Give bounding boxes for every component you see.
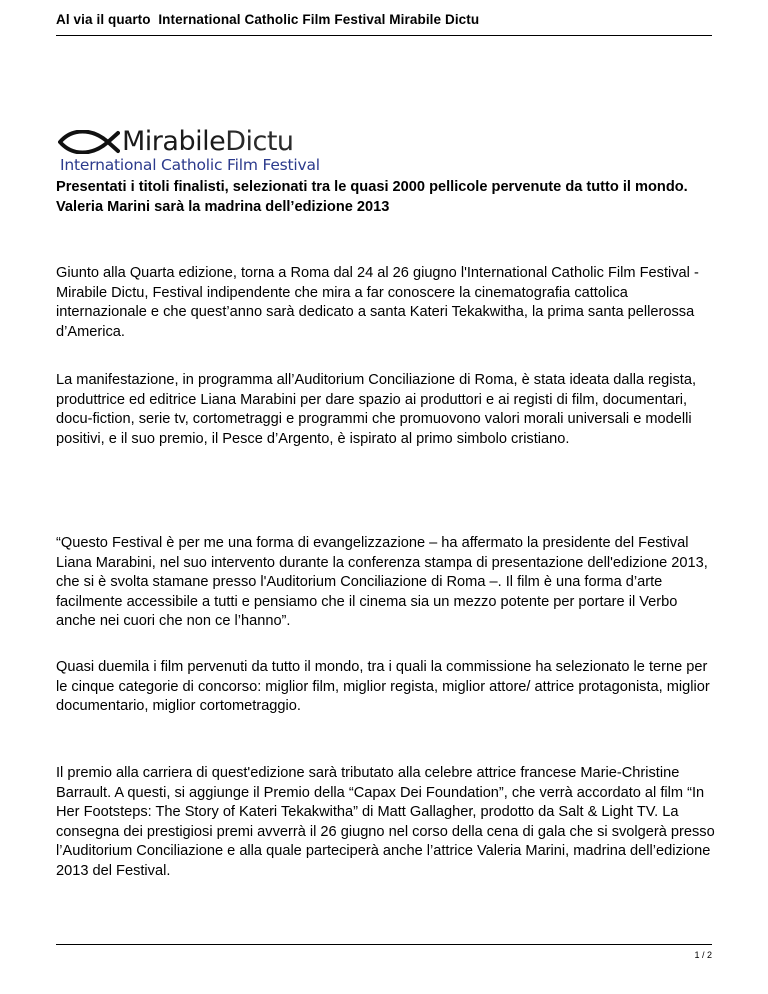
header-divider [56, 35, 712, 36]
article-paragraph: Giunto alla Quarta edizione, torna a Roma dal 24 al 26 giugno l'International Catholic Film Festival - Mirabile Dictu, Festival indipendente che mira a far conoscere la cinematografia cattolica internazionale e che quest’anno sarà dedicato a santa Kateri Tekakwitha, la prima santa pellerossa d’America. [56, 265, 699, 340]
festival-logo [58, 126, 320, 174]
fish-icon [58, 130, 120, 154]
article-paragraph: La manifestazione, in programma all’Auditorium Conciliazione di Roma, è stata ideata dalla regista, produttrice ed editrice Liana Marabini per dare spazio ai produttori e ai registi di film, documentari, docu-fiction, serie tv, cortometraggi e programmi che promuovono valori morali universali e modelli positivi, e il suo premio, il Pesce d’Argento, è ispirato al primo simbolo cristiano. [56, 372, 697, 447]
logo-wordmark-mirabile: Mirabile [122, 126, 226, 157]
page-header-title: Al via il quarto International Catholic Film Festival Mirabile Dictu [56, 12, 480, 27]
logo-wordmark [122, 126, 294, 158]
logo-wordmark-dictu: Dictu [225, 126, 294, 157]
article-paragraph: Quasi duemila i film pervenuti da tutto il mondo, tra i quali la commissione ha selezionato le terne per le cinque categorie di concorso: miglior film, miglior regista, miglior attore/ attrice protagonista, miglior documentario, miglior cortometraggio. [56, 659, 710, 714]
article-paragraph: Il premio alla carriera di quest'edizione sarà tributato alla celebre attrice francese Marie-Christine Barrault. A questi, si aggiunge il Premio della “Capax Dei Foundation”, che verrà accordato al film “In Her Footsteps: The Story of Kateri Tekakwitha” di Matt Gallagher, prodotto da Salt & Light TV. La consegna dei prestigiosi premi avverrà il 26 giugno nel corso della cena di gala che si svolgerà presso l’Auditorium Conciliazione e alla quale parteciperà anche l’attrice Valeria Marini, madrina dell’edizione 2013 del Festival. [56, 765, 715, 879]
logo-wordmark-row [58, 126, 294, 158]
page-number: 1 / 2 [694, 950, 712, 960]
article-paragraph: “Questo Festival è per me una forma di evangelizzazione – ha affermato la presidente del Festival Liana Marabini, nel suo intervento durante la conferenza stampa di presentazione dell'edizione 2013, che si è svolta stamane presso l'Auditorium Conciliazione di Roma –. Il film è una forma d’arte facilmente accessibile a tutti e pensiamo che il cinema sia un mezzo potente per portare il Verbo anche nei cuori che non ce l’hanno”. [56, 535, 708, 629]
logo-tagline: International Catholic Film Festival [60, 156, 320, 174]
article-subtitle: Presentati i titoli finalisti, selezionati tra le quasi 2000 pellicole pervenute da tutto il mondo. Valeria Marini sarà la madrina dell’edizione 2013 [56, 179, 688, 215]
footer-divider [56, 944, 712, 945]
